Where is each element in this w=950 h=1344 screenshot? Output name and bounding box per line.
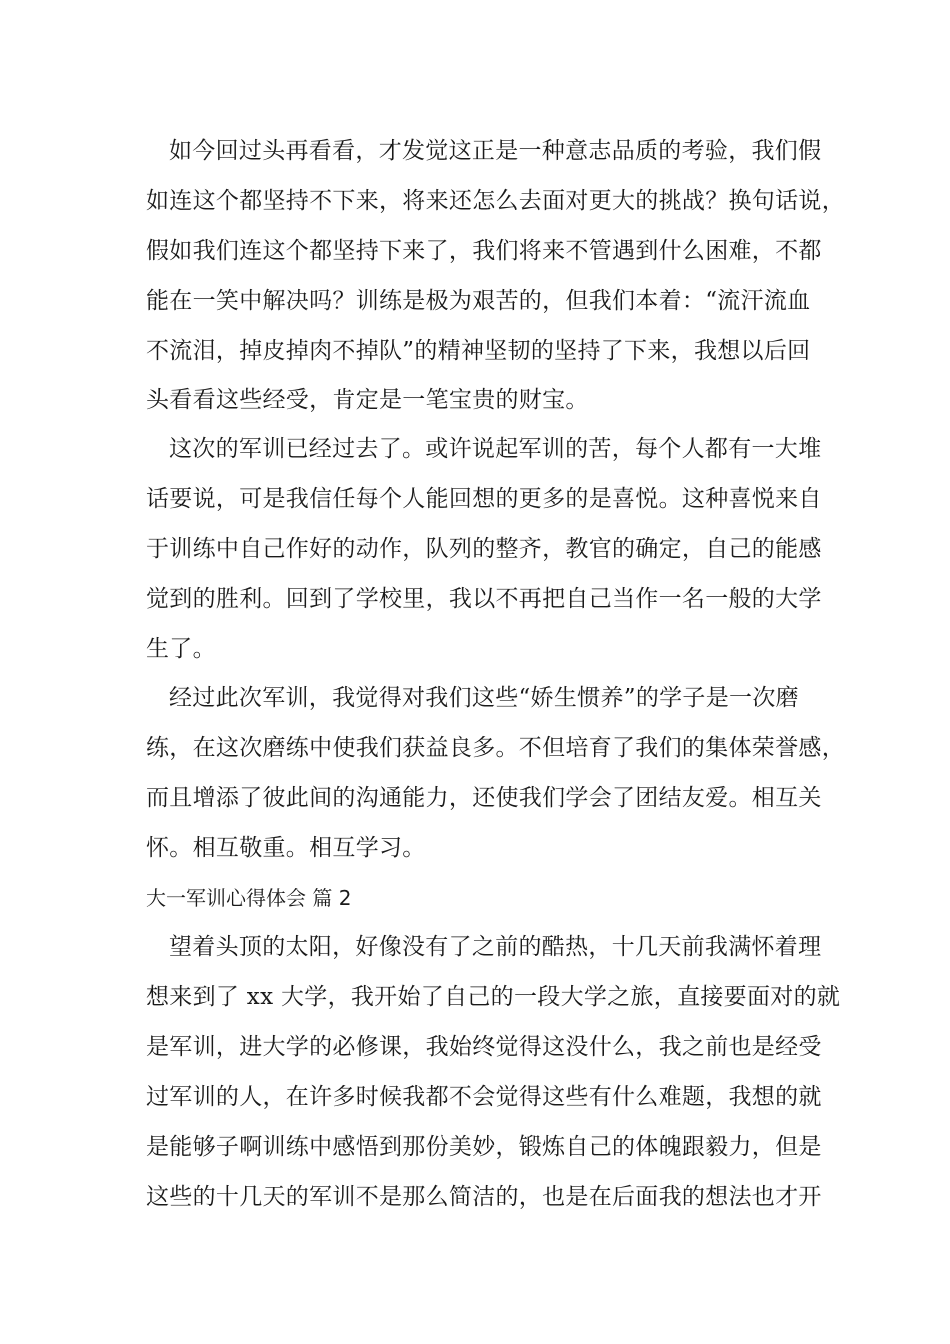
paragraph-line: 话要说，可是我信任每个人能回想的更多的是喜悦。这种喜悦来自 [146, 486, 822, 512]
paragraph-line: 假如我们连这个都坚持下来了，我们将来不管遇到什么困难，不都 [146, 238, 822, 264]
paragraph-line: 不流泪，掉皮掉肉不掉队”的精神坚韧的坚持了下来，我想以后回 [146, 338, 811, 364]
paragraph-line: 而且增添了彼此间的沟通能力，还使我们学会了团结友爱。相互关 [146, 785, 822, 811]
paragraph-line: 如连这个都坚持不下来，将来还怎么去面对更大的挑战？换句话说， [146, 188, 845, 214]
paragraph-line: 生了。 [146, 636, 216, 662]
paragraph-line: 望着头顶的太阳，好像没有了之前的酷热，十几天前我满怀着理 [169, 934, 822, 960]
paragraph-line: 经过此次军训，我觉得对我们这些“娇生惯养”的学子是一次磨 [169, 685, 799, 711]
paragraph-line: 过军训的人，在许多时候我都不会觉得这些有什么难题，我想的就 [146, 1084, 822, 1110]
paragraph-line: 这次的军训已经过去了。或许说起军训的苦，每个人都有一大堆 [169, 436, 822, 462]
paragraph-line: 于训练中自己作好的动作，队列的整齐，教官的确定，自己的能感 [146, 536, 822, 562]
paragraph-line: 如今回过头再看看，才发觉这正是一种意志品质的考验，我们假 [169, 138, 822, 164]
section-heading: 大一军训心得体会 篇 2 [146, 886, 352, 910]
paragraph-line: 练，在这次磨练中使我们获益良多。不但培育了我们的集体荣誉感， [146, 735, 845, 761]
paragraph-line: 这些的十几天的军训不是那么简洁的，也是在后面我的想法也才开 [146, 1184, 822, 1210]
paragraph-line: 是军训，进大学的必修课，我始终觉得这没什么，我之前也是经受 [146, 1034, 822, 1060]
paragraph-line: 怀。相互敬重。相互学习。 [146, 835, 426, 861]
paragraph-line: 想来到了 xx 大学，我开始了自己的一段大学之旅，直接要面对的就 [146, 984, 841, 1010]
paragraph-line: 觉到的胜利。回到了学校里，我以不再把自己当作一名一般的大学 [146, 586, 822, 612]
paragraph-line: 是能够子啊训练中感悟到那份美妙，锻炼自己的体魄跟毅力，但是 [146, 1134, 822, 1160]
paragraph-line: 头看看这些经受，肯定是一笔宝贵的财宝。 [146, 387, 589, 413]
paragraph-line: 能在一笑中解决吗？训练是极为艰苦的，但我们本着：“流汗流血 [146, 288, 811, 314]
